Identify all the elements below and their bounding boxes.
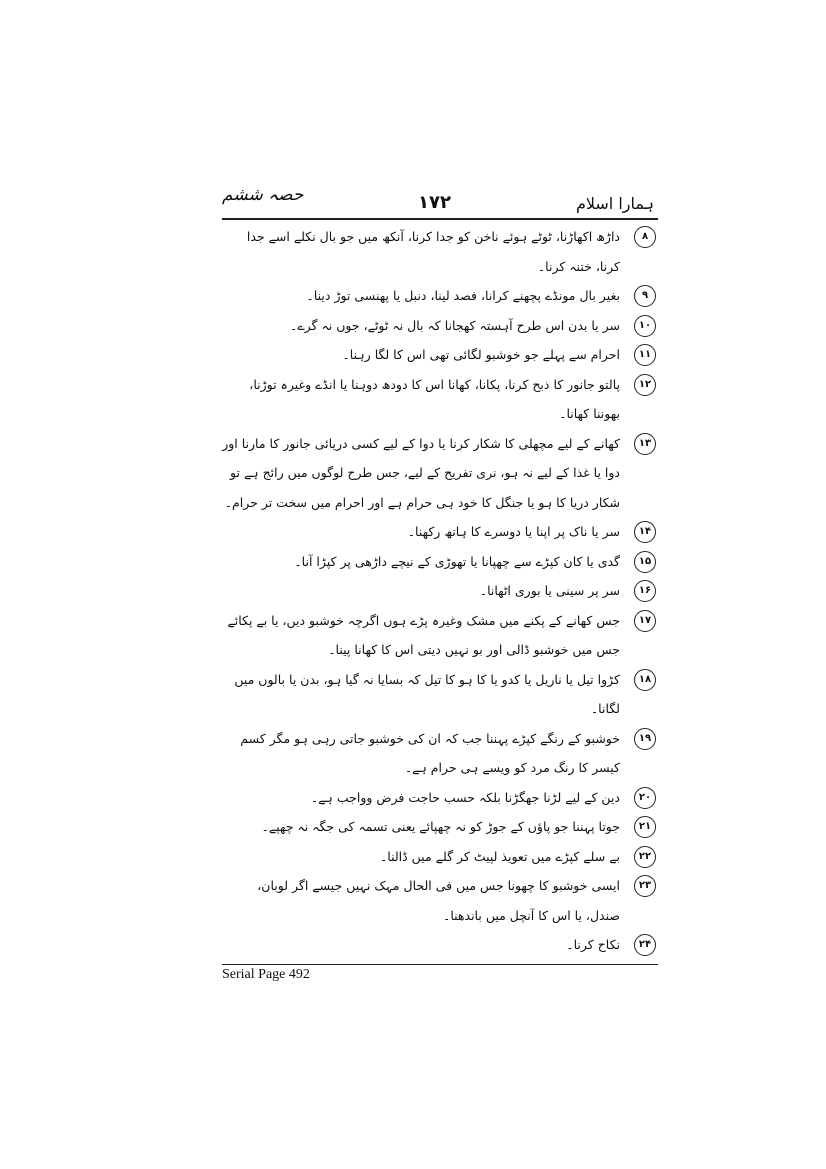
serial-page-label: Serial Page 492 [222,966,310,982]
item-text: جوتا پہننا جو پاؤں کے جوڑ کو نہ چھپائے یعنی تسمہ کی جگہ نہ چھپے۔ [261,819,620,834]
section-title: حصہ ششم [222,185,304,205]
item-number: ۱۲ [634,374,656,396]
list-item [222,606,658,665]
list-item [222,222,658,281]
item-number: ۱۵ [634,551,656,573]
list-item [222,547,658,577]
running-header [222,180,658,218]
item-text: پالتو جانور کا ذبح کرنا، پکانا، کھانا اس کا دودھ دوہنا یا انڈے وغیرہ توڑنا، بھوننا کھانا۔ [249,376,620,421]
item-text: کھانے کے لیے مچھلی کا شکار کرنا یا دوا کے لیے کسی دریائی جانور کا مارنا اور دوا یا غذا کے لیے نہ ہو، نری تفریح کے لیے، جس طرح لوگوں میں رائج ہے تو شکار دریا کا ہو یا جنگل کا خود ہی حرام ہے اور احرام میں سخت تر حرام۔ [222,435,620,510]
list-item [222,842,658,872]
list-item [222,665,658,724]
list-item [222,340,658,370]
list-item [222,517,658,547]
item-number: ۲۴ [634,934,656,956]
item-number: ۱۷ [634,610,656,632]
page-number: ۱۷۲ [418,192,451,213]
item-number: ۲۱ [634,816,656,838]
item-number: ۲۰ [634,787,656,809]
item-number: ۱۱ [634,344,656,366]
item-text: بے سلے کپڑے میں تعویذ لپیٹ کر گلے میں ڈالنا۔ [379,848,620,864]
item-number: ۸ [634,226,656,248]
item-number: ۲۲ [634,846,656,868]
item-text: گدی یا کان کپڑے سے چھپانا یا تھوڑی کے نیچے داڑھی پر کپڑا آنا۔ [294,553,620,569]
item-number: ۱۹ [634,728,656,750]
item-text: داڑھ اکھاڑنا، ٹوٹے ہوئے ناخن کو جدا کرنا، آنکھ میں جو بال نکلے اسے جدا کرنا، ختنہ کرنا۔ [246,229,620,274]
list-item [222,311,658,341]
rules-list [222,220,658,960]
page-block [222,180,658,983]
item-number: ۱۸ [634,669,656,691]
item-text: بغیر بال مونڈے پچھنے کرانا، فصد لینا، دنبل یا پھنسی توڑ دینا۔ [306,288,620,303]
item-text: جس کھانے کے پکنے میں مشک وغیرہ پڑے ہوں اگرچہ خوشبو دیں، یا بے پکائے جس میں خوشبو ڈالی اور بو نہیں دیتی اس کا کھانا پینا۔ [227,612,620,657]
item-number: ۹ [634,285,656,307]
item-text: نکاح کرنا۔ [566,937,620,952]
list-item [222,724,658,783]
item-text: سر یا ناک پر اپنا یا دوسرے کا ہاتھ رکھنا۔ [407,524,620,539]
item-number: ۱۶ [634,580,656,602]
item-text: کڑوا تیل یا ناریل یا کدو یا کا ہو کا تیل کہ بسایا نہ گیا ہو، بدن یا بالوں میں لگانا۔ [234,671,620,716]
item-text: سر پر سینی یا بوری اٹھانا۔ [479,583,620,598]
list-item [222,576,658,606]
item-text: سر یا بدن اس طرح آہستہ کھجانا کہ بال نہ ٹوٹے، جوں نہ گرے۔ [290,317,620,333]
list-item [222,281,658,311]
item-number: ۲۳ [634,875,656,897]
list-item [222,871,658,930]
item-number: ۱۴ [634,521,656,543]
item-text: ایسی خوشبو کا چھونا جس میں فی الحال مہک نہیں جیسے اگر لوبان، صندل، یا اس کا آنچل میں باندھنا۔ [257,878,620,923]
item-number: ۱۰ [634,315,656,337]
item-number: ۱۳ [634,433,656,455]
item-text: خوشبو کے رنگے کپڑے پہننا جب کہ ان کی خوشبو جاتی رہی ہو مگر کسم کیسر کا رنگ مرد کو ویسے ہی حرام ہے۔ [240,730,620,775]
list-item [222,812,658,842]
list-item [222,930,658,960]
book-title: ہمارا اسلام [575,194,654,213]
footer-rule [222,964,658,965]
list-item [222,783,658,813]
item-text: دین کے لیے لڑنا جھگڑنا بلکہ حسب حاجت فرض وواجب ہے۔ [310,789,620,805]
list-item [222,370,658,429]
list-item [222,429,658,518]
item-text: احرام سے پہلے جو خوشبو لگائی تھی اس کا لگا رہنا۔ [342,347,620,362]
